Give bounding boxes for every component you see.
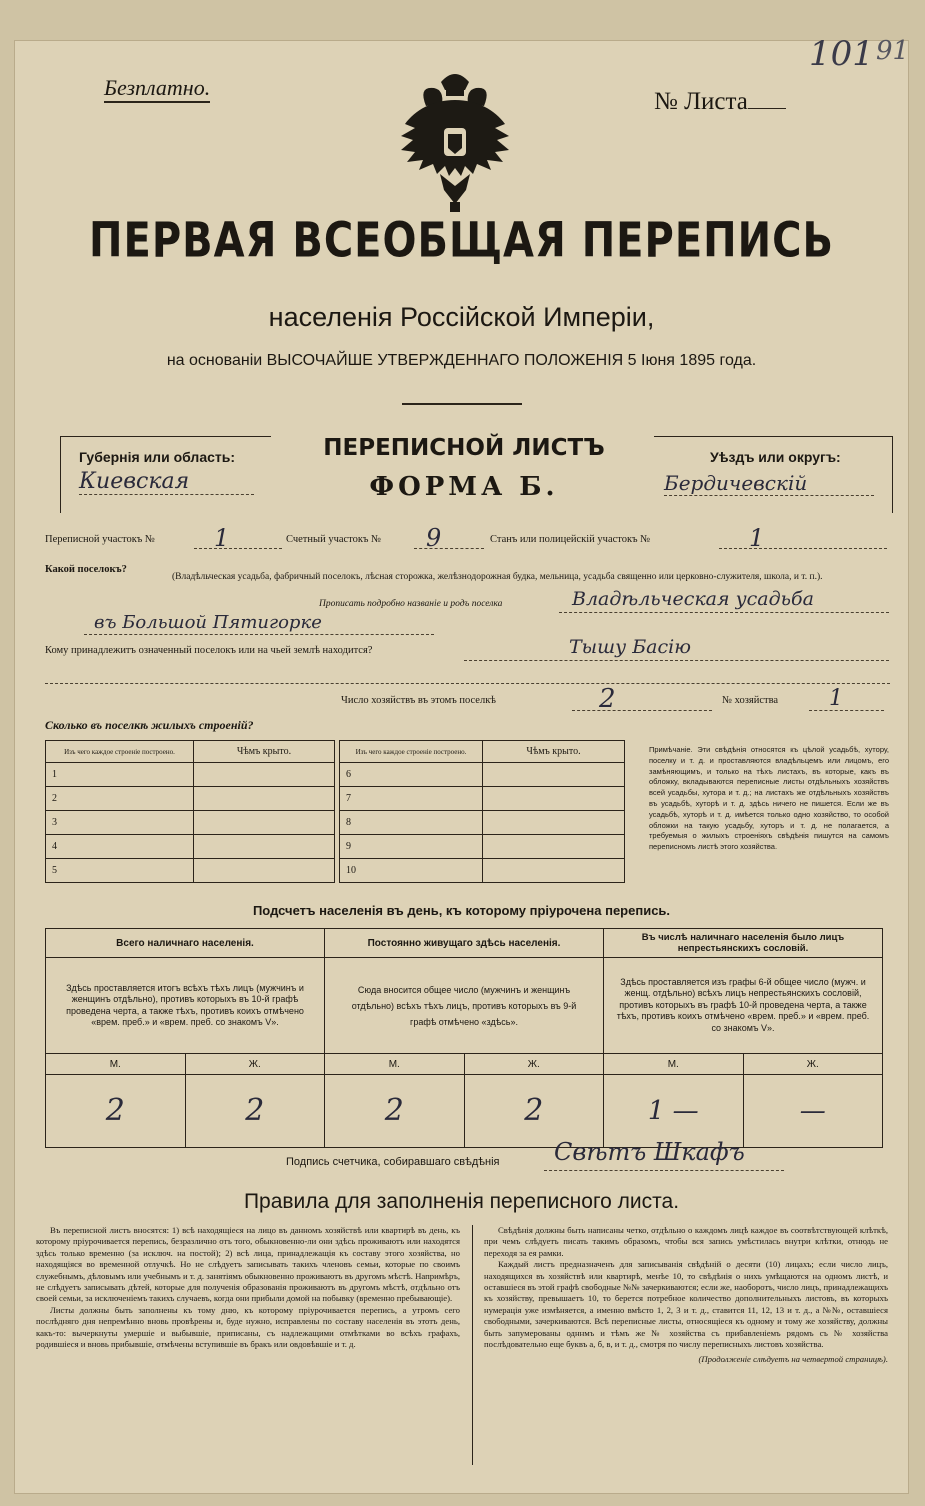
- form-name: ПЕРЕПИСНОЙ ЛИСТЪ: [323, 435, 605, 461]
- province-box: Губернія или область: Киевская: [60, 436, 271, 513]
- rules-title: Правила для заполненія переписного листа.: [243, 1190, 680, 1213]
- population-table: Всего наличнаго населенія. Постоянно живущаго здѣсь населенія. Въ числѣ наличнаго населенія было лицъ непрестьянскихъ сословій. Здѣсь проставляется итогъ всѣхъ тѣхъ лицъ (мужчинъ и женщинъ отдѣльно), противъ которыхъ въ 10-й графѣ проведена черта, а также тѣхъ, противъ коихъ отмѣчено «врем. преб.» и «врем. преб. со знакомъ V». Сюда вносится общее число (мужчинъ и женщинъ отдѣльно) всѣхъ тѣхъ лицъ, противъ которыхъ въ 9-й графѣ отмѣчено «здѣсь». Здѣсь проставляется изъ графы 6-й общее число (мужч. и женщ. отдѣльно) всѣхъ лицъ непрестьянскихъ сословій, противъ которыхъ въ графѣ 10-й проведена черта, а также тѣхъ, противъ коихъ отмѣчено «врем. преб.» и «врем. преб. со знакомъ V». М. Ж. М. Ж. М. Ж. 2 2 2 2 1 — —: [45, 928, 883, 1148]
- settlement-value-2: въ Большой Пятигорке: [94, 612, 322, 633]
- rules-divider: [472, 1225, 473, 1465]
- total-male: 2: [46, 1074, 186, 1147]
- settlement-value-1: Владѣльческая усадьба: [572, 588, 814, 610]
- rules-left-column: Въ переписной листъ вносятся: 1) всѣ находящіеся на лицо въ данномъ хозяйствѣ или квартирѣ въ день, къ которому пріурочивается перепись, безразлично отъ того, обыкновенно-ли они здѣсь проживаютъ или находятся здѣсь только временно (за исключ. на постой); 2) всѣ лица, принадлежащія къ составу этого хозяйства, но находящіяся во временной отлучкѣ. Но не слѣдуетъ записывать такихъ членовъ семьи, которые по своимъ служебнымъ, дѣловымъ или учебнымъ и т. д. занятіямъ обыкновенно проживаютъ въ другомъ мѣстѣ. Напримѣръ, не слѣдуетъ записывать дѣтей, которые для полученія образованія проживаютъ въ другомъ мѣстѣ, отдѣльно отъ своей семьи, за исключеніемъ такихъ случаевъ, когда они прибыли домой на побывку (временно пребывающіе). Листы должны быть заполнены къ тому дню, къ которому пріурочивается перепись, а утромъ сего послѣдняго дня непремѣнно вновь провѣрены и, буде нужно, исправлены по составу населенія въ этотъ день, какъ-то: вычеркнуты умершіе и выбывшіе, приписаны, съ надлежащими отмѣтками во всѣхъ графахъ, родившіеся и вновь прибывшіе, отмѣчены вступившіе въ бракъ или овдовѣвшіе и т. д.: [36, 1225, 460, 1350]
- household-no-value: 1: [829, 686, 843, 711]
- total-female: 2: [185, 1074, 325, 1147]
- page-subtitle: населенія Россійской Имперіи,: [268, 302, 655, 332]
- corner-number: 91: [876, 36, 910, 66]
- sheet-number-label: № Листа: [654, 88, 786, 116]
- decree-basis: на основаніи ВЫСОЧАЙШЕ УТВЕРЖДЕННАГО ПОЛОЖЕНІЯ 5 Іюня 1895 года.: [166, 352, 757, 369]
- buildings-table-left: Изъ чего каждое строеніе построено. Чѣмъ крыто. 1 2 3 4 5: [45, 740, 335, 883]
- imperial-eagle-emblem: [396, 64, 514, 214]
- stan-value: 1: [749, 524, 765, 552]
- count-area-value: 9: [426, 524, 442, 552]
- province-value: Киевская: [79, 469, 254, 495]
- district-value: Бердичевскій: [664, 471, 874, 496]
- sheet-number-handwritten: 101: [809, 34, 874, 74]
- district-box: Уѣздъ или округъ: Бердичевскій: [654, 436, 893, 513]
- census-area-value: 1: [214, 524, 230, 552]
- buildings-note: Примѣчаніе. Эти свѣдѣнія относятся къ цѣлой усадьбѣ, хутору, поселку и т. д. и проставляются владѣльцемъ или лицомъ, его замѣняющимъ, и только на тѣхъ листахъ, въ которые, какъ въ обложку, вкладываются переписные листы отдѣльныхъ хозяйствъ всей усадьбы, хутора и т. д.; на листахъ же отдѣльныхъ хозяйствъ въ усадьбѣ, хуторѣ и т. д. здѣсь ничего не пишется. Если же въ усадьбѣ, хуторѣ и т. д. имѣется только одно хозяйство, то особой обложки на такую усадьбу, хуторъ и т. д. не полагается, а требуемыя о жилыхъ строеніяхъ свѣдѣнія пишутся на самомъ переписномъ листѣ этого хозяйства.: [649, 745, 889, 852]
- non-peasant-male: 1 —: [604, 1074, 744, 1147]
- divider: [402, 403, 522, 405]
- population-title: Подсчетъ населенія въ день, къ которому пріурочена перепись.: [252, 903, 671, 918]
- owner-value: Тышу Басію: [569, 636, 691, 658]
- form-label: ФОРМА Б.: [369, 472, 559, 502]
- census-sheet: 101 91 Безплатно. № Листа ПЕРВАЯ ВСЕОБЩАЯ ПЕРЕПИСЬ населенія Россійской Имперіи, на основаніи ВЫСОЧАЙШЕ УТВЕРЖДЕННАГО ПОЛОЖЕНІЯ 5 Іюня 1895 года. Губернія или область: Киевская ПЕРЕПИСНОЙ ЛИСТЪ ФОРМА Б. Уѣздъ или округъ: Бердичевскій Переписной участокъ № 1 Счетный участокъ № 9 Станъ или полицейскій участокъ № 1 Какой поселокъ? (Владѣльческая усадьба, фабричный поселокъ, лѣсная сторожка, желѣзнодорожная будка, мельница, усадьба священно или церковно-служителя, школа, и т. п.). Прописать подробно названіе и родъ поселка Владѣльческая усадьба въ Большой Пятигорке Кому принадлежитъ означенный поселокъ или на чьей землѣ находится? Тышу Басію Число хозяйствъ въ этомъ поселкѣ 2 № хозяйства 1 Сколько въ поселкѣ жилыхъ строеній? Изъ чего каждое строеніе построено. Чѣмъ крыто. 1 2 3 4 5 Изъ чего каждое строеніе построено. Чѣмъ крыто. 6 7 8 9 10 Примѣчаніе. Эти свѣдѣнія относятся къ цѣлой усадьбѣ, хутору, поселку и т. д. и проставляются владѣльцемъ или лицомъ, его замѣняющимъ, и только на тѣхъ листахъ, въ которые, какъ въ обложку, вкладываются переписные листы отдѣльныхъ хозяйствъ всей усадьбы, хутора и т. д.; на листахъ же отдѣльныхъ хозяйствъ въ усадьбѣ, хуторѣ и т. д. здѣсь ничего не пишется. Если же въ усадьбѣ, хуторѣ и т. д. имѣется только одно хозяйство, то особой обложки на такую усадьбу, хуторъ и т. д. не полагается, а требуемыя о жилыхъ строеніяхъ свѣдѣнія пишутся на самомъ переписномъ листѣ этого хозяйства. Подсчетъ населенія въ день, къ которому пріурочена перепись. Всего наличнаго населенія. Постоянно живущаго здѣсь населенія. Въ числѣ наличнаго населенія было лицъ непрестьянскихъ сословій. Здѣсь проставляется итогъ всѣхъ тѣхъ лицъ (мужчинъ и женщинъ отдѣльно), противъ которыхъ въ 10-й графѣ проведена черта, а также тѣхъ, противъ коихъ отмѣчено «врем. преб.» и «врем. преб. со знакомъ V». Сюда вносится общее число (мужчинъ и женщинъ отдѣльно) всѣхъ тѣхъ лицъ, противъ которыхъ въ 9-й графѣ отмѣчено «здѣсь». Здѣсь проставляется изъ графы 6-й общее число (мужч. и женщ. отдѣльно) всѣхъ лицъ непрестьянскихъ сословій, противъ которыхъ въ графѣ 10-й проведена черта, а также тѣхъ, противъ коихъ отмѣчено «врем. преб.» и «врем. преб. со знакомъ V». М. Ж. М. Ж. М. Ж. 2 2 2 2 1 — — Подпись счетчика, собиравшаго свѣдѣнія Свѣтъ Шкафъ Правила для заполненія переписного листа. Въ переписной листъ вносятся: 1) всѣ находящіеся на лицо въ данномъ хозяйствѣ или квартирѣ въ день, къ которому пріурочивается перепись, безразлично отъ того, обыкновенно-ли они здѣсь проживаютъ или находятся здѣсь только временно (за исключ. на постой); 2) всѣ лица, принадлежащія къ составу этого хозяйства, но находящіяся во временной отлучкѣ. Но не слѣдуетъ записывать такихъ членовъ семьи, которые по своимъ служебнымъ, дѣловымъ или учебнымъ и т. д. занятіямъ обыкновенно проживаютъ въ другомъ мѣстѣ. Напримѣръ, не слѣдуетъ записывать дѣтей, которые для полученія образованія проживаютъ въ другомъ мѣстѣ, отдѣльно отъ своей семьи, за исключеніемъ такихъ случаевъ, когда они прибыли домой на побывку (временно пребывающіе). Листы должны быть заполнены къ тому дню, къ которому пріурочивается перепись, а утромъ сего послѣдняго дня непремѣнно вновь провѣрены и, буде нужно, исправлены по составу населенія въ этотъ день, какъ-то: вычеркнуты умершіе и выбывшіе, приписаны, съ надлежащими отмѣтками во всѣхъ графахъ, родившіеся и вновь прибывшіе, отмѣчены вступившіе въ бракъ или овдовѣвшіе и т. д. Свѣдѣнія должны быть написаны четко, отдѣльно о каждомъ лицѣ каждое въ соотвѣтствующей клѣткѣ, при чемъ слѣдуетъ писать такимъ образомъ, чтобы вся запись умѣстилась внутри клѣтки, отнюдь не переходя за ея рамки. Каждый листъ предназначенъ для записыванія свѣдѣній о десяти (10) лицахъ; если число лицъ, находящихся въ хозяйствѣ или квартирѣ, менѣе 10, то свѣдѣнія о нихъ умѣщаются на одномъ листѣ, и оставшіеся въ этой графѣ свободные №№ зачеркиваются; если же, наоборотъ, число лицъ, принадлежащихъ къ хозяйству, превышаетъ 10, то берется потребное количество дополнительныхъ листовъ, въ которыхъ нумерація уже измѣняется, а именно вмѣсто 1, 2, 3 и т. д., ставится 11, 12, 13 и т. д., а №№, оставшіеся свободными, зачеркиваются. Всѣ переписные листы, относящіеся къ одному и тому же хозяйству, должны быть запумерованы одннмъ и тѣмъ же № хозяйства съ прибавленіемъ рядомъ съ № хозяйства послѣдовательно еще буквъ а, б, в, и т. д., смотря по числу переписныхъ листовъ хозяйства. (Продолженіе слѣдуетъ на четвертой страницѣ).: [14, 40, 909, 1494]
- resident-male: 2: [325, 1074, 465, 1147]
- non-peasant-female: —: [743, 1074, 883, 1147]
- free-label: Безплатно.: [104, 75, 210, 103]
- buildings-table-right: Изъ чего каждое строеніе построено. Чѣмъ крыто. 6 7 8 9 10: [339, 740, 625, 883]
- page-title: ПЕРВАЯ ВСЕОБЩАЯ ПЕРЕПИСЬ: [89, 213, 834, 269]
- households-value: 2: [599, 684, 616, 714]
- settlement-hint: (Владѣльческая усадьба, фабричный поселокъ, лѣсная сторожка, желѣзнодорожная будка, мельница, усадьба священно или церковно-служителя, школа, и т. п.).: [172, 572, 823, 582]
- counter-signature: Свѣтъ Шкафъ: [554, 1138, 745, 1166]
- resident-female: 2: [464, 1074, 604, 1147]
- rules-right-column: Свѣдѣнія должны быть написаны четко, отдѣльно о каждомъ лицѣ каждое въ соотвѣтствующей клѣткѣ, при чемъ слѣдуетъ писать такимъ образомъ, чтобы вся запись умѣстилась внутри клѣтки, отнюдь не переходя за ея рамки. Каждый листъ предназначенъ для записыванія свѣдѣній о десяти (10) лицахъ; если число лицъ, находящихся въ хозяйствѣ или квартирѣ, менѣе 10, то свѣдѣнія о нихъ умѣщаются на одномъ листѣ, и оставшіеся въ этой графѣ свободные №№ зачеркиваются; если же, наоборотъ, число лицъ, принадлежащихъ къ хозяйству, превышаетъ 10, то берется потребное количество дополнительныхъ листовъ, въ которыхъ нумерація уже измѣняется, а именно вмѣсто 1, 2, 3 и т. д., ставится 11, 12, 13 и т. д., а №№, оставшіеся свободными, зачеркиваются. Всѣ переписные листы, относящіеся къ одному и тому же хозяйству, должны быть запумерованы одннмъ и тѣмъ же № хозяйства съ прибавленіемъ рядомъ съ № хозяйства послѣдовательно еще буквъ а, б, в, и т. д., смотря по числу переписныхъ листовъ хозяйства. (Продолженіе слѣдуетъ на четвертой страницѣ).: [484, 1225, 888, 1365]
